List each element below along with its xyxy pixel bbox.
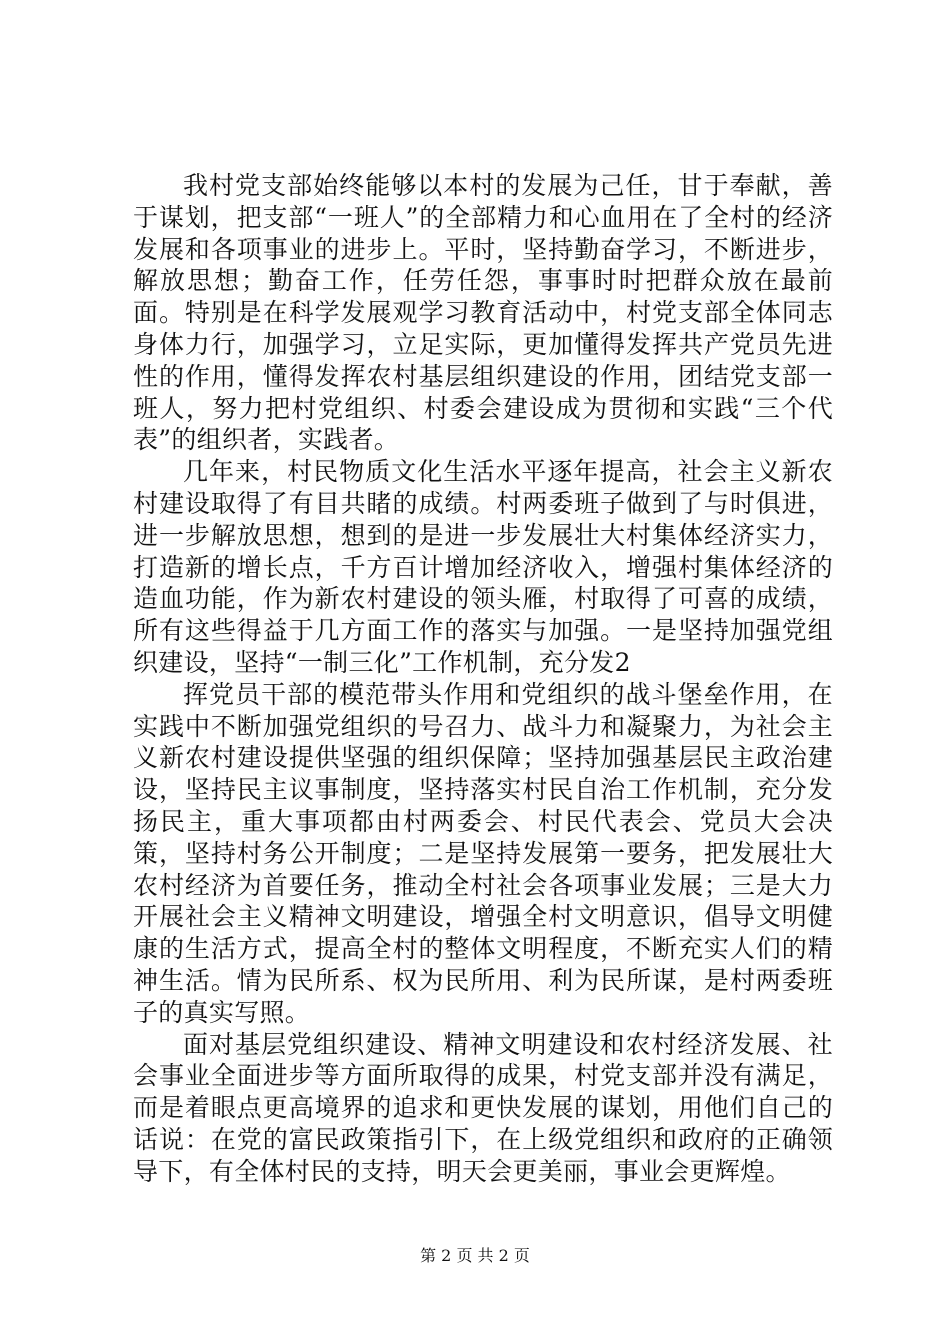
- paragraph-2: 几年来，村民物质文化生活水平逐年提高，社会主义新农村建设取得了有目共睹的成绩。村两委班子做到了与时俱进，进一步解放思想，想到的是进一步发展壮大村集体经济实力，打造新的增长点，千方百计增加经济收入，增强村集体经济的造血功能，作为新农村建设的领头雁，村取得了可喜的成绩，所有这些得益于几方面工作的落实与加强。一是坚持加强党组织建设，坚持“一制三化”工作机制，充分发2: [133, 457, 833, 677]
- paragraph-4: 面对基层党组织建设、精神文明建设和农村经济发展、社会事业全面进步等方面所取得的成果，村党支部并没有满足，而是着眼点更高境界的追求和更快发展的谋划，用他们自己的话说：在党的富民政策指引下，在上级党组织和政府的正确领导下，有全体村民的支持，明天会更美丽，事业会更辉煌。: [133, 1029, 833, 1186]
- paragraph-3: 挥党员干部的模范带头作用和党组织的战斗堡垒作用，在实践中不断加强党组织的号召力、战斗力和凝聚力，为社会主义新农村建设提供坚强的组织保障；坚持加强基层民主政治建设，坚持民主议事制度，坚持落实村民自治工作机制，充分发扬民主，重大事项都由村两委会、村民代表会、党员大会决策，坚持村务公开制度；二是坚持发展第一要务，把发展壮大农村经济为首要任务，推动全村社会各项事业发展；三是大力开展社会主义精神文明建设，增强全村文明意识，倡导文明健康的生活方式，提高全村的整体文明程度，不断充实人们的精神生活。情为民所系、权为民所用、利为民所谋，是村两委班子的真实写照。: [133, 679, 833, 1027]
- document-body: [133, 170, 833, 1188]
- page-number-label: 第 2 页 共 2 页: [420, 1246, 530, 1265]
- page-footer: [0, 1246, 950, 1266]
- paragraph-1: 我村党支部始终能够以本村的发展为己任，甘于奉献，善于谋划，把支部“一班人”的全部精力和心血用在了全村的经济发展和各项事业的进步上。平时，坚持勤奋学习，不断进步，解放思想；勤奋工作，任劳任怨，事事时时把群众放在最前面。特别是在科学发展观学习教育活动中，村党支部全体同志身体力行，加强学习，立足实际，更加懂得发挥共产党员先进性的作用，懂得发挥农村基层组织建设的作用，团结党支部一班人，努力把村党组织、村委会建设成为贯彻和实践“三个代表”的组织者，实践者。: [133, 171, 833, 455]
